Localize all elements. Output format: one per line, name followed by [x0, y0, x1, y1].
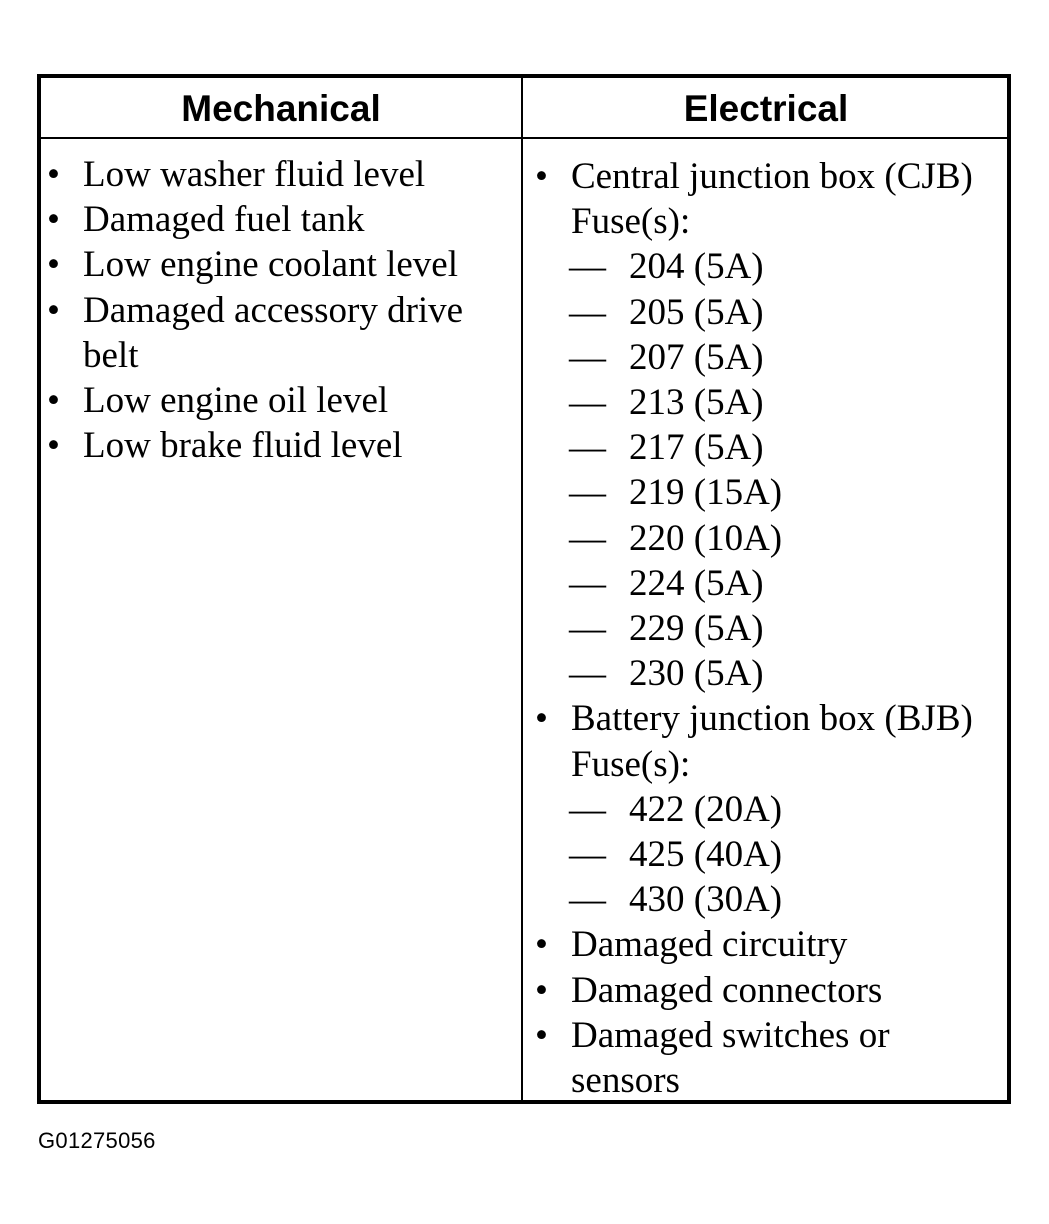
bullet-icon: •: [47, 199, 60, 241]
fuse-item: [535, 335, 1005, 380]
table-header-row: [41, 78, 1007, 139]
figure-id: G01275056: [38, 1128, 156, 1153]
dash-icon: —: [569, 653, 604, 695]
list-item-text: Damaged accessory drive belt: [83, 289, 464, 376]
fuse-item-text: 422 (20A): [629, 788, 783, 830]
dash-icon: —: [569, 472, 604, 514]
fuse-item-text: 220 (10A): [629, 517, 783, 559]
fuse-item: [535, 380, 1005, 425]
bullet-icon: •: [47, 380, 60, 422]
bullet-icon: •: [47, 244, 60, 286]
list-item: [535, 1013, 1005, 1103]
fuse-item-text: 425 (40A): [629, 834, 783, 876]
dash-icon: —: [569, 291, 604, 333]
list-item: [47, 242, 517, 287]
dash-icon: —: [569, 562, 604, 604]
list-item-text: Damaged fuel tank: [83, 199, 365, 241]
dash-icon: —: [569, 517, 604, 559]
list-item-text: Damaged switches or sensors: [571, 1014, 890, 1102]
fuse-item-text: 213 (5A): [629, 382, 764, 424]
bullet-icon: •: [535, 969, 548, 1011]
dash-icon: —: [569, 834, 604, 876]
list-item-text: Battery junction box (BJB) Fuse(s):: [571, 698, 973, 785]
fuse-item-text: 207 (5A): [629, 336, 764, 378]
bullet-icon: •: [535, 924, 548, 966]
list-item: [535, 696, 1005, 786]
fuse-item-text: 224 (5A): [629, 562, 764, 604]
list-item: [47, 152, 517, 197]
dash-icon: —: [569, 427, 604, 469]
fuse-item: [535, 651, 1005, 696]
mechanical-list: [47, 152, 517, 468]
dash-icon: —: [569, 608, 604, 650]
bullet-icon: •: [47, 154, 60, 195]
list-item: [535, 922, 1005, 967]
fuse-item: [535, 290, 1005, 335]
fuse-item: [535, 832, 1005, 877]
list-item-text: Low engine oil level: [83, 380, 389, 422]
list-item-text: Low washer fluid level: [83, 154, 426, 195]
dash-icon: —: [569, 788, 604, 830]
fuse-item-text: 204 (5A): [629, 246, 764, 288]
bullet-icon: •: [47, 289, 60, 331]
header-mechanical: Mechanical: [181, 88, 381, 129]
fuse-item: [535, 606, 1005, 651]
list-item-text: Damaged circuitry: [571, 924, 848, 966]
bullet-icon: •: [535, 698, 548, 740]
fuse-item: [535, 470, 1005, 515]
electrical-list: [535, 154, 1005, 1103]
fuse-item-text: 205 (5A): [629, 291, 764, 333]
fuse-item-text: 430 (30A): [629, 879, 783, 921]
fuse-item: [535, 516, 1005, 561]
fuse-item: [535, 787, 1005, 832]
bullet-icon: •: [535, 156, 548, 197]
dash-icon: —: [569, 336, 604, 378]
fuse-item-text: 230 (5A): [629, 653, 764, 695]
fuse-item-text: 229 (5A): [629, 608, 764, 650]
list-item-text: Damaged connectors: [571, 969, 883, 1011]
list-item: [47, 288, 517, 378]
dash-icon: —: [569, 246, 604, 288]
dash-icon: —: [569, 382, 604, 424]
column-divider: [521, 78, 523, 1100]
fault-table: [37, 74, 1011, 1104]
list-item-text: Low engine coolant level: [83, 244, 459, 286]
fuse-item: [535, 561, 1005, 606]
dash-icon: —: [569, 879, 604, 921]
list-item: [535, 968, 1005, 1013]
fuse-item: [535, 877, 1005, 922]
bullet-icon: •: [535, 1014, 548, 1056]
list-item: [47, 423, 517, 468]
fuse-item-text: 219 (15A): [629, 472, 783, 514]
list-item: [535, 154, 1005, 244]
list-item: [47, 378, 517, 423]
list-item-text: Low brake fluid level: [83, 425, 403, 467]
fuse-item: [535, 244, 1005, 289]
fuse-item-text: 217 (5A): [629, 427, 764, 469]
fuse-item: [535, 425, 1005, 470]
list-item: [47, 197, 517, 242]
bullet-icon: •: [47, 425, 60, 467]
header-electrical: Electrical: [683, 88, 849, 129]
list-item-text: Central junction box (CJB) Fuse(s):: [571, 156, 973, 243]
